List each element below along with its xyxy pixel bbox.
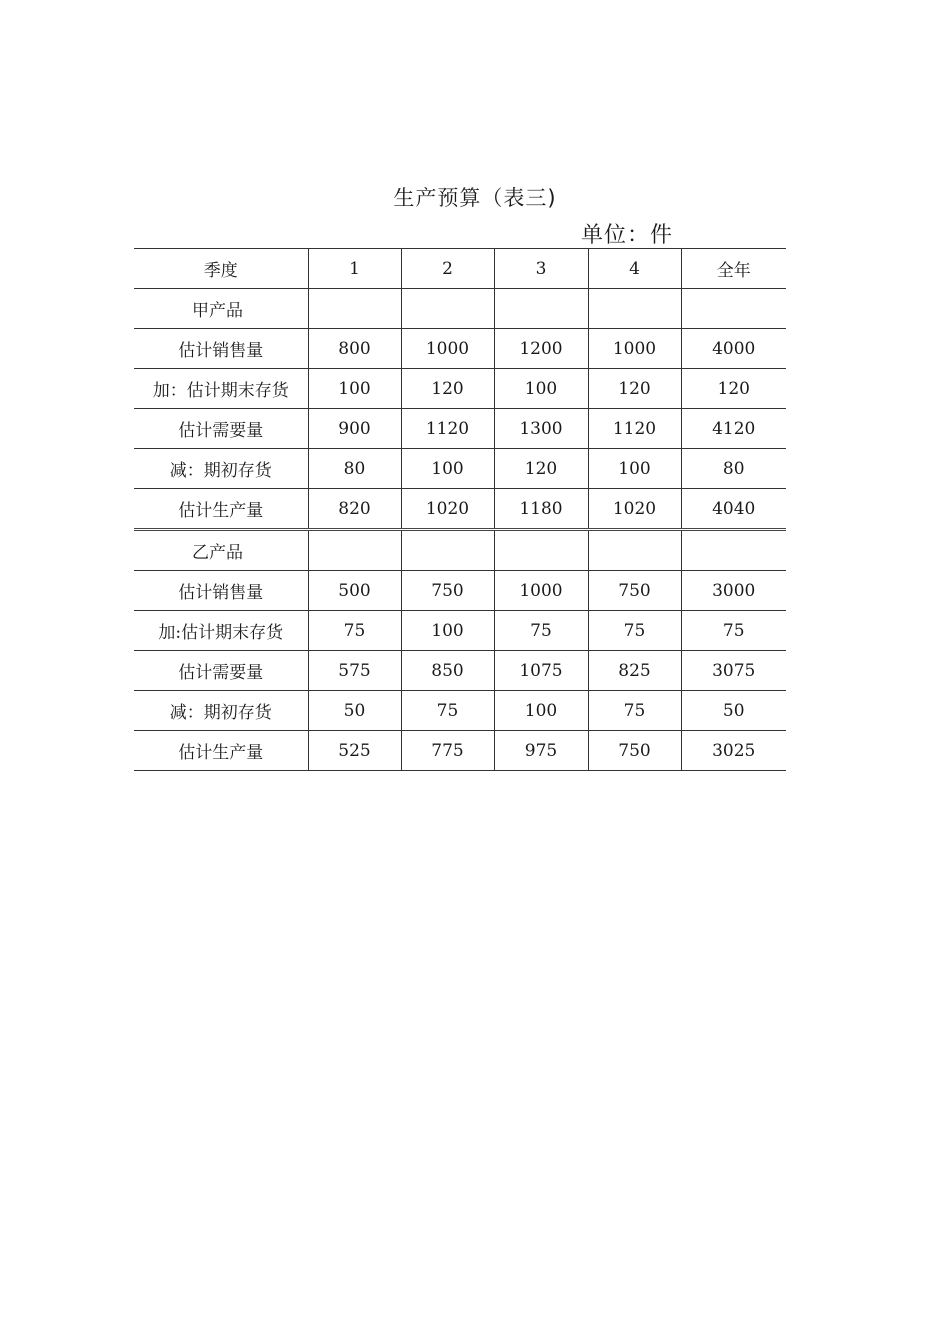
- cell-q1: 50: [308, 691, 401, 731]
- cell-q3: 1300: [494, 409, 588, 449]
- cell-q4: 120: [588, 369, 681, 409]
- cell-q1: 100: [308, 369, 401, 409]
- empty-cell: [588, 289, 681, 329]
- cell-total: 75: [681, 611, 786, 651]
- cell-q3: 100: [494, 369, 588, 409]
- empty-cell: [494, 530, 588, 571]
- cell-q1: 575: [308, 651, 401, 691]
- production-budget-table: [134, 248, 786, 771]
- cell-total: 3000: [681, 571, 786, 611]
- row-label: 估计生产量: [134, 731, 308, 771]
- cell-q2: 1000: [401, 329, 494, 369]
- cell-total: 3025: [681, 731, 786, 771]
- table-header-row: [134, 249, 786, 289]
- row-label: 估计需要量: [134, 651, 308, 691]
- page-title: 生产预算（表三): [393, 186, 557, 210]
- cell-q2: 775: [401, 731, 494, 771]
- cell-q1: 820: [308, 489, 401, 530]
- cell-q3: 1200: [494, 329, 588, 369]
- table-row: [134, 651, 786, 691]
- unit-label: 单位：件: [581, 223, 674, 248]
- cell-total: 120: [681, 369, 786, 409]
- table-row: [134, 449, 786, 489]
- cell-q2: 750: [401, 571, 494, 611]
- cell-q2: 75: [401, 691, 494, 731]
- cell-q1: 500: [308, 571, 401, 611]
- cell-q4: 1120: [588, 409, 681, 449]
- table-row: [134, 409, 786, 449]
- cell-q4: 75: [588, 691, 681, 731]
- cell-q2: 1120: [401, 409, 494, 449]
- cell-q1: 75: [308, 611, 401, 651]
- cell-q2: 850: [401, 651, 494, 691]
- product-b-name: 乙产品: [134, 530, 308, 571]
- empty-cell: [588, 530, 681, 571]
- empty-cell: [681, 530, 786, 571]
- cell-q4: 750: [588, 731, 681, 771]
- cell-q4: 1020: [588, 489, 681, 530]
- cell-q3: 1075: [494, 651, 588, 691]
- table-row: [134, 369, 786, 409]
- header-q4: 4: [588, 249, 681, 289]
- header-quarter: 季度: [134, 249, 308, 289]
- cell-q3: 75: [494, 611, 588, 651]
- header-q2: 2: [401, 249, 494, 289]
- cell-q3: 100: [494, 691, 588, 731]
- cell-q4: 825: [588, 651, 681, 691]
- cell-q4: 75: [588, 611, 681, 651]
- empty-cell: [401, 289, 494, 329]
- table-row: [134, 731, 786, 771]
- header-total: 全年: [681, 249, 786, 289]
- row-label: 估计销售量: [134, 571, 308, 611]
- cell-q4: 750: [588, 571, 681, 611]
- cell-q3: 975: [494, 731, 588, 771]
- empty-cell: [308, 530, 401, 571]
- cell-q2: 120: [401, 369, 494, 409]
- table-row: [134, 489, 786, 530]
- header-q3: 3: [494, 249, 588, 289]
- cell-q1: 900: [308, 409, 401, 449]
- product-a-name: 甲产品: [134, 289, 308, 329]
- cell-total: 3075: [681, 651, 786, 691]
- cell-q4: 100: [588, 449, 681, 489]
- section-header-product-a: [134, 289, 786, 329]
- header-q1: 1: [308, 249, 401, 289]
- cell-total: 80: [681, 449, 786, 489]
- row-label: 估计生产量: [134, 489, 308, 530]
- empty-cell: [681, 289, 786, 329]
- cell-q2: 100: [401, 611, 494, 651]
- empty-cell: [401, 530, 494, 571]
- cell-q1: 525: [308, 731, 401, 771]
- empty-cell: [494, 289, 588, 329]
- cell-q1: 80: [308, 449, 401, 489]
- row-label: 减：期初存货: [134, 691, 308, 731]
- row-label: 加：估计期末存货: [134, 369, 308, 409]
- table-row: [134, 329, 786, 369]
- empty-cell: [308, 289, 401, 329]
- cell-q3: 1000: [494, 571, 588, 611]
- cell-total: 4120: [681, 409, 786, 449]
- cell-total: 50: [681, 691, 786, 731]
- cell-q3: 120: [494, 449, 588, 489]
- cell-q3: 1180: [494, 489, 588, 530]
- cell-total: 4040: [681, 489, 786, 530]
- section-header-product-b: [134, 530, 786, 571]
- row-label: 减：期初存货: [134, 449, 308, 489]
- row-label: 加:估计期末存货: [134, 611, 308, 651]
- row-label: 估计销售量: [134, 329, 308, 369]
- cell-q1: 800: [308, 329, 401, 369]
- cell-q2: 1020: [401, 489, 494, 530]
- cell-q4: 1000: [588, 329, 681, 369]
- table-row: [134, 611, 786, 651]
- table-row: [134, 691, 786, 731]
- row-label: 估计需要量: [134, 409, 308, 449]
- table-row: [134, 571, 786, 611]
- cell-q2: 100: [401, 449, 494, 489]
- cell-total: 4000: [681, 329, 786, 369]
